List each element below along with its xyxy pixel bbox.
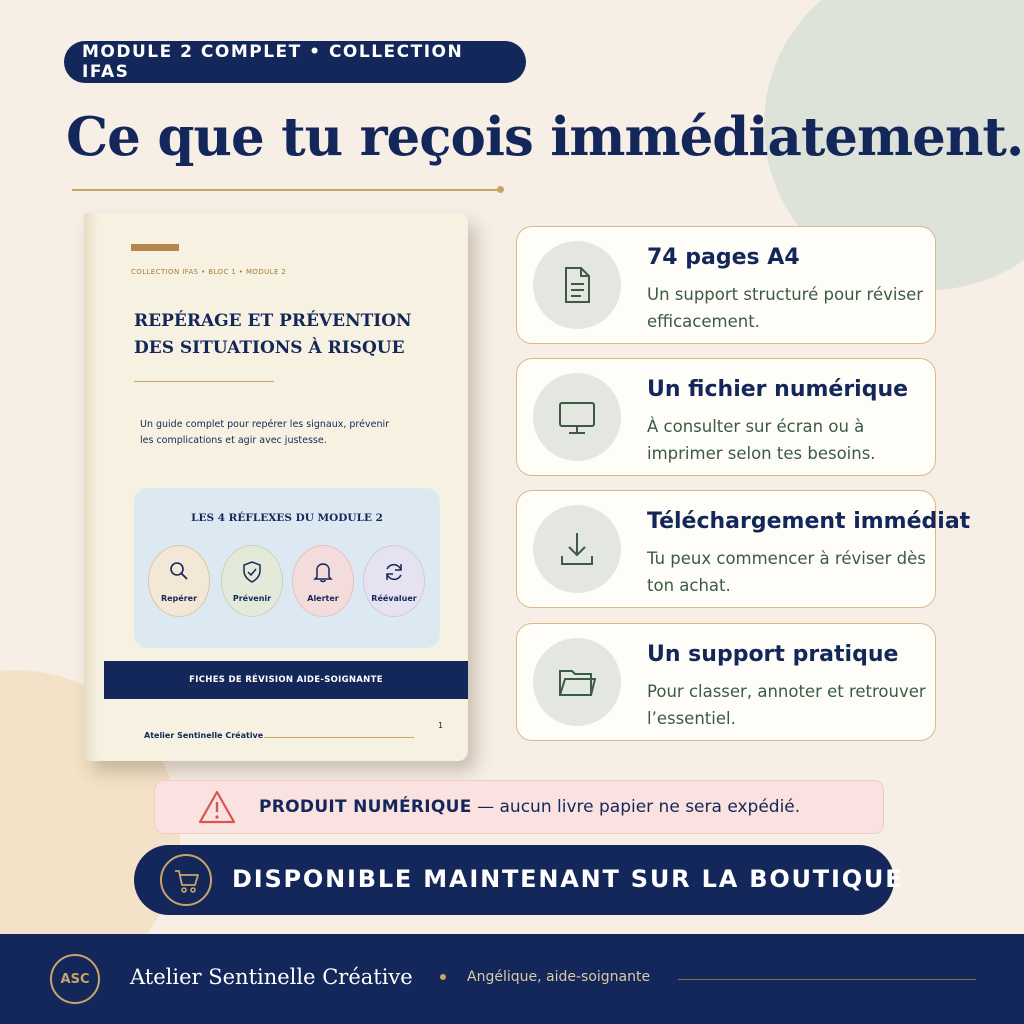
feature-description: Pour classer, annoter et retrouver l’essentiel. [647,682,926,728]
monitor-icon [533,373,621,461]
reflex-label: Réévaluer [371,594,417,603]
brand-name: Atelier Sentinelle Créative [130,965,413,989]
cta-label: DISPONIBLE MAINTENANT SUR LA BOUTIQUE [232,865,904,893]
page-title: Ce que tu reçois immédiatement. [66,106,1024,168]
feature-title: 74 pages A4 [647,245,800,270]
folder-icon [533,638,621,726]
book-cover [84,213,468,761]
footer-line [678,979,976,980]
reflex-label: Alerter [307,594,339,603]
book-page-number: 1 [438,721,444,730]
feature-description: Tu peux commencer à réviser dès ton achat. [647,549,926,595]
feature-title: Téléchargement immédiat [647,509,971,534]
reflex-label: Prévenir [232,594,272,603]
footer [0,934,1024,1024]
shield-icon [242,561,262,587]
magnifier-icon [169,561,189,585]
book-publisher: Atelier Sentinelle Créative [144,731,264,740]
reflex-prevenir [221,545,283,617]
footer-dot [440,974,446,980]
reflexes-panel [134,488,440,648]
book-collection: COLLECTION IFAS • BLOC 1 • MODULE 2 [131,268,287,276]
reflex-alerter [292,545,354,617]
book-divider [134,381,274,382]
feature-description: À consulter sur écran ou à imprimer selon tes besoins. [647,417,876,463]
feature-card-digital [516,358,936,476]
book-footer-line [264,737,414,738]
book-band: FICHES DE RÉVISION AIDE-SOIGNANTE [104,661,468,699]
module-badge: MODULE 2 COMPLET • COLLECTION IFAS [64,41,526,83]
reflexes-title: LES 4 RÉFLEXES DU MODULE 2 [191,512,383,524]
book-title: REPÉRAGE ET PRÉVENTION DES SITUATIONS À RISQUE [134,311,412,358]
brand-logo: ASC [50,954,100,1004]
feature-description: Un support structuré pour réviser efficacement. [647,285,924,331]
bell-icon [313,561,333,587]
book-description: Un guide complet pour repérer les signaux, prévenir les complications et agir avec justesse. [140,419,390,446]
title-divider [72,189,500,191]
notice-bold: PRODUIT NUMÉRIQUE [259,797,472,817]
shop-cta-button[interactable] [134,845,904,915]
notice-text [259,797,800,817]
reflex-reevaluer [363,545,425,617]
feature-card-download [516,490,971,608]
reflex-reperer [148,545,210,617]
feature-card-pages [516,226,936,344]
digital-product-notice [154,780,884,834]
feature-title: Un fichier numérique [647,377,909,402]
feature-card-practical [516,623,936,741]
notice-rest: — aucun livre papier ne sera expédié. [471,797,801,817]
document-icon [533,241,621,329]
book-accent-bar [131,244,179,251]
book-spine [84,213,98,761]
reflex-label: Repérer [160,594,198,603]
feature-title: Un support pratique [647,642,899,667]
warning-icon [197,789,237,825]
cart-icon [160,854,212,906]
refresh-icon [383,561,405,587]
author-tagline: Angélique, aide-soignante [467,969,651,985]
download-icon [533,505,621,593]
